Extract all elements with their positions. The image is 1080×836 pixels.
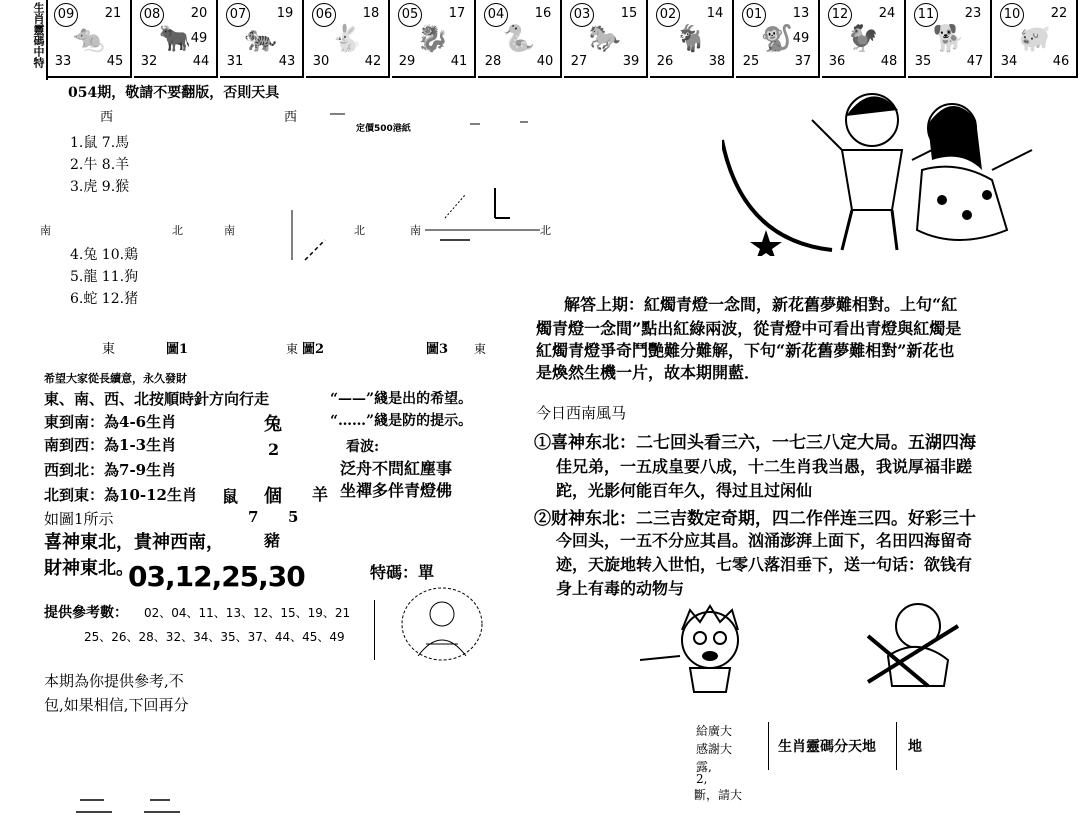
- zodiac-cell: [650, 0, 734, 78]
- cell-number-bottom-right: 42: [362, 51, 384, 73]
- dog-icon: 🐕: [932, 24, 966, 54]
- cell-number-bottom-left: 29: [396, 51, 418, 73]
- cell-number-top-left: 11: [914, 3, 938, 27]
- zodiac-cell: [134, 0, 218, 78]
- dancing-kids-image: [722, 80, 1052, 256]
- cell-number-top-right: 24: [876, 3, 898, 25]
- hint-rat: 鼠: [222, 487, 239, 506]
- cell-number-top-left: 02: [656, 3, 680, 27]
- reference-label: 提供參考數：: [44, 605, 128, 621]
- zodiac-header: [0, 0, 1080, 80]
- cell-number-top-left: 08: [140, 3, 164, 27]
- cell-number-top-left: 12: [828, 3, 852, 27]
- list-item: 3.虎 9.猴: [70, 179, 130, 195]
- zodiac-cell: [994, 0, 1078, 78]
- cell-number-bottom-right: 45: [104, 51, 126, 73]
- zodiac-cell: [478, 0, 562, 78]
- note-line: 感謝大: [696, 742, 733, 756]
- rabbit-icon: 🐇: [330, 24, 364, 54]
- cell-number-top-left: 04: [484, 3, 508, 27]
- note-line: 斷，請大: [694, 788, 743, 802]
- cell-number-bottom-right: 47: [964, 51, 986, 73]
- answer-line: 是煥然生機一片，故本期開藍．: [536, 363, 761, 382]
- rat-icon: 🐀: [72, 24, 106, 54]
- god-direction-line-2: 財神東北。: [44, 558, 134, 579]
- monkey-icon: 🐒: [760, 24, 794, 54]
- divider: [374, 600, 375, 660]
- north-label-1: 北: [172, 224, 183, 237]
- boy-cartoon-image: [640, 600, 760, 700]
- cell-number-top-right: 19: [274, 3, 296, 25]
- cell-number-bottom-left: 35: [912, 51, 934, 73]
- price-text: 定價500港紙: [356, 124, 411, 134]
- fortune-line: 今回头，一五不分应其昌。汹涌澎湃上面下，名田四海留奇: [556, 531, 973, 550]
- zodiac-cell: [392, 0, 476, 78]
- divider: [768, 722, 769, 770]
- note-line: 露,: [696, 760, 712, 774]
- zodiac-cell: [48, 0, 132, 78]
- footer-left-1: 本期為你提供參考,不: [44, 672, 184, 690]
- buddha-image: [396, 584, 488, 666]
- cell-number-top-right: 21: [102, 3, 124, 25]
- figure-1-label: 圖1: [166, 342, 189, 357]
- fortune-line: 迹，天旋地转入世怕，七零八落泪垂下，送一句话：欲钱有: [556, 555, 973, 574]
- cell-number-top-right: 23: [962, 3, 984, 25]
- cell-number-bottom-right: 40: [534, 51, 556, 73]
- cell-number-top-right: 13: [790, 3, 812, 25]
- cell-number-bottom-right: 38: [706, 51, 728, 73]
- cell-number-bottom-left: 33: [52, 51, 74, 73]
- note-line: 給廣大: [696, 724, 733, 738]
- cell-number-top-left: 05: [398, 3, 422, 27]
- east-label-3: 東: [474, 342, 487, 356]
- divider: [896, 722, 897, 770]
- cell-number-bottom-right: 46: [1050, 51, 1072, 73]
- cell-number-bottom-left: 30: [310, 51, 332, 73]
- poem-line-1: 泛舟不問紅塵事: [340, 459, 453, 478]
- hope-text: 希望大家從長續意，永久發財: [44, 372, 187, 385]
- figure-3-label: 圖3: [426, 342, 449, 357]
- rule-line-2: 東到南：為4-6生肖: [44, 413, 177, 431]
- cell-number-bottom-left: 31: [224, 51, 246, 73]
- cell-number-bottom-right: 48: [878, 51, 900, 73]
- answer-line: 解答上期：紅燭青燈一念間，新花舊夢難相對。上句“紅: [564, 295, 958, 314]
- zodiac-cell: [564, 0, 648, 78]
- pig-icon: 🐖: [1018, 24, 1052, 54]
- legend-solid: “——”綫是出的希望。: [330, 391, 473, 407]
- goat-icon: 🐐: [674, 24, 708, 54]
- cell-number-top-left: 06: [312, 3, 336, 27]
- ox-icon: 🐂: [158, 24, 192, 54]
- rule-line-1: 東、南、西、北按順時針方向行走: [44, 390, 270, 408]
- rule-line-4: 西到北：為7-9生肖: [44, 461, 177, 479]
- main-numbers: 03,12,25,30: [128, 560, 305, 593]
- corner-marks: [20, 780, 220, 836]
- cell-number-bottom-right: 43: [276, 51, 298, 73]
- hint-rabbit: 兔: [264, 414, 282, 435]
- cell-number-bottom-right: 41: [448, 51, 470, 73]
- box-title: 生肖靈碼分天地: [778, 739, 876, 755]
- cell-number-mid: 49: [790, 28, 812, 50]
- horse-icon: 🐎: [588, 24, 622, 54]
- cell-number-top-right: 22: [1048, 3, 1070, 25]
- fortune-line: 身上有毒的动物与: [556, 579, 685, 598]
- tiger-icon: 🐅: [244, 24, 278, 54]
- east-label-2: 東: [286, 342, 299, 356]
- zodiac-cell: [220, 0, 304, 78]
- cell-number-top-left: 07: [226, 3, 250, 27]
- cell-number-top-right: 14: [704, 3, 726, 25]
- reference-numbers-1: 02、04、11、13、12、15、19、21: [144, 606, 351, 620]
- rule-line-3: 南到西：為1-3生肖: [44, 436, 177, 454]
- cell-number-bottom-left: 25: [740, 51, 762, 73]
- answer-line: 紅燭青燈爭奇鬥艷難分難解，下句“新花舊夢難相對”新花也: [536, 341, 955, 360]
- fortune-line: ②财神东北：二三吉数定奇期，四二作伴连三四。好彩三十: [534, 509, 976, 529]
- west-label-1: 西: [100, 110, 114, 125]
- cell-number-top-left: 10: [1000, 3, 1024, 27]
- cell-number-top-left: 01: [742, 3, 766, 27]
- cell-number-bottom-left: 26: [654, 51, 676, 73]
- cell-number-top-right: 17: [446, 3, 468, 25]
- poem-line-2: 坐禪多伴青燈佛: [340, 481, 453, 500]
- cell-number-bottom-left: 27: [568, 51, 590, 73]
- special-code: 特碼：單: [370, 563, 435, 582]
- cell-number-bottom-right: 37: [792, 51, 814, 73]
- rooster-icon: 🐓: [846, 24, 880, 54]
- box-end: 地: [908, 739, 922, 755]
- cell-number-mid: 49: [188, 28, 210, 50]
- dragon-icon: 🐉: [416, 24, 450, 54]
- header-side-label: 生肖靈碼中特: [0, 0, 48, 80]
- north-label-2: 北: [354, 224, 365, 237]
- zodiac-cell: [822, 0, 906, 78]
- cell-number-bottom-right: 39: [620, 51, 642, 73]
- reference-numbers-2: 25、26、28、32、34、35、37、44、45、49: [84, 630, 345, 644]
- south-label-1: 南: [40, 224, 51, 237]
- hint-five: 5: [288, 508, 299, 526]
- zodiac-cell: [736, 0, 820, 78]
- list-item: 6.蛇 12.猪: [70, 291, 139, 307]
- cell-number-top-right: 15: [618, 3, 640, 25]
- cell-number-top-left: 03: [570, 3, 594, 27]
- cell-number-top-right: 18: [360, 3, 382, 25]
- note-line: 2,: [696, 772, 708, 786]
- rule-line-5: 北到東：為10-12生肖: [44, 486, 197, 504]
- rule-line-6: 如圖1所示: [44, 510, 114, 528]
- south-label-2: 南: [224, 224, 235, 237]
- east-label-1: 東: [102, 342, 116, 357]
- hint-ge: 個: [264, 486, 282, 507]
- list-item: 5.龍 11.狗: [70, 269, 139, 285]
- today-wind: 今日西南風马: [536, 404, 627, 422]
- hint-pig: 豬: [264, 531, 281, 550]
- poem-title: 看波:: [346, 439, 380, 455]
- west-label-2: 西: [284, 110, 298, 125]
- notice-text: 054期，敬請不要翻版，否則天具: [68, 85, 280, 101]
- legend-dotted: “……”綫是防的提示。: [330, 413, 473, 429]
- zodiac-cell: [908, 0, 992, 78]
- north-label-3: 北: [540, 224, 551, 237]
- fortune-line: 佳兄弟，一五成皇要八成，十二生肖我当愚，我说厚福非蹉: [556, 457, 973, 476]
- crossed-out-cartoon-image: [848, 596, 968, 692]
- cell-number-bottom-left: 32: [138, 51, 160, 73]
- fortune-line: 跎，光影何能百年久，得过且过闲仙: [556, 481, 813, 500]
- footer-left-2: 包,如果相信,下回再分: [44, 696, 189, 714]
- god-direction-line-1: 喜神東北，貴神西南，: [44, 532, 224, 553]
- snake-icon: 🐍: [502, 24, 536, 54]
- cell-number-bottom-left: 28: [482, 51, 504, 73]
- cell-number-top-right: 16: [532, 3, 554, 25]
- south-label-3: 南: [410, 224, 421, 237]
- list-item: 4.兔 10.鶏: [70, 247, 139, 263]
- cell-number-bottom-left: 36: [826, 51, 848, 73]
- cell-number-bottom-left: 34: [998, 51, 1020, 73]
- figure-2-label: 圖2: [302, 342, 325, 357]
- hint-seven: 7: [248, 508, 259, 526]
- cell-number-top-right: 20: [188, 3, 210, 25]
- cell-number-top-left: 09: [54, 3, 78, 27]
- hint-goat: 羊: [312, 485, 329, 504]
- fortune-line: ①喜神东北：二七回头看三六，一七三八定大局。五湖四海: [534, 433, 976, 453]
- list-item: 2.牛 8.羊: [70, 157, 130, 173]
- zodiac-cell: [306, 0, 390, 78]
- cell-number-bottom-right: 44: [190, 51, 212, 73]
- list-item: 1.鼠 7.馬: [70, 135, 130, 151]
- answer-line: 燭青燈一念間”點出紅綠兩波，從青燈中可看出青燈與紅燭是: [536, 319, 962, 338]
- hint-two: 2: [268, 440, 280, 459]
